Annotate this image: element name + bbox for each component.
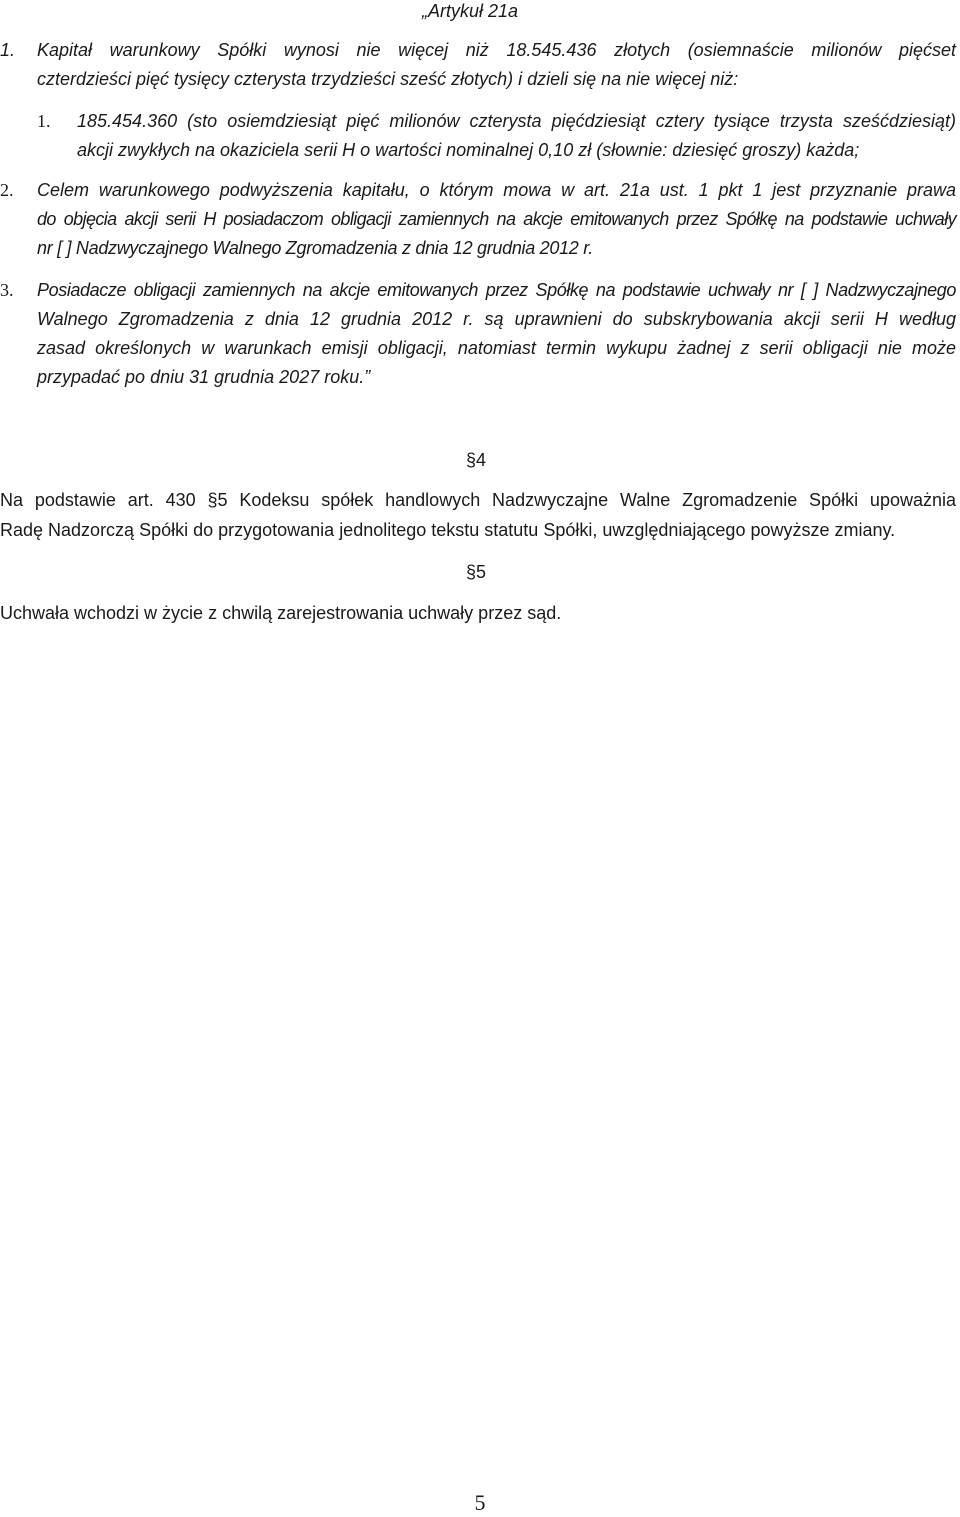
paragraph-1-line-2: czterdzieści pięć tysięcy czterysta trzydzieści sześć złotych) i dzieli się na nie więcej niż: <box>37 69 739 89</box>
article-heading: „Artykuł 21a <box>422 1 519 21</box>
paragraph-1-number: 1. <box>0 40 16 60</box>
page-number: 5 <box>474 1490 486 1515</box>
paragraph-3-line-3: zasad określonych w warunkach emisji obligacji, natomiast termin wykupu żadnej z serii obligacji nie może <box>37 338 956 358</box>
paragraph-2-line-3: nr [ ] Nadzwyczajnego Walnego Zgromadzenia z dnia 12 grudnia 2012 r. <box>37 238 593 258</box>
section-4-heading: §4 <box>466 450 487 470</box>
paragraph-2-line-1: Celem warunkowego podwyższenia kapitału, o którym mowa w art. 21a ust. 1 pkt 1 jest przyznanie prawa <box>37 180 956 200</box>
paragraph-3-line-2: Walnego Zgromadzenia z dnia 12 grudnia 2012 r. są uprawnieni do subskrybowania akcji serii H według <box>37 309 956 329</box>
section-5-heading: §5 <box>466 562 487 582</box>
section-4-line-2: Radę Nadzorczą Spółki do przygotowania jednolitego tekstu statutu Spółki, uwzględniającego powyższe zmiany. <box>0 520 896 540</box>
paragraph-3-line-4: przypadać po dniu 31 grudnia 2027 roku.” <box>37 367 371 387</box>
section-5-line-1: Uchwała wchodzi w życie z chwilą zarejestrowania uchwały przez sąd. <box>0 603 562 623</box>
sub-item-1-line-2: akcji zwykłych na okaziciela serii H o wartości nominalnej 0,10 zł (słownie: dziesięć groszy) każda; <box>77 140 860 160</box>
paragraph-3-number: 3. <box>0 280 14 300</box>
sub-item-1-number: 1. <box>37 111 51 131</box>
paragraph-2-line-2: do objęcia akcji serii H posiadaczom obligacji zamiennych na akcje emitowanych przez Spółkę na podstawie uchwały <box>37 209 956 229</box>
paragraph-1-line-1: Kapitał warunkowy Spółki wynosi nie więcej niż 18.545.436 złotych (osiemnaście milionów pięćset <box>37 40 956 60</box>
paragraph-2-number: 2. <box>0 180 14 200</box>
section-4-line-1: Na podstawie art. 430 §5 Kodeksu spółek handlowych Nadzwyczajne Walne Zgromadzenie Spółki upoważnia <box>0 490 956 510</box>
paragraph-3-line-1: Posiadacze obligacji zamiennych na akcje emitowanych przez Spółkę na podstawie uchwały nr [ ] Nadzwyczajnego <box>37 280 956 300</box>
sub-item-1-line-1: 185.454.360 (sto osiemdziesiąt pięć milionów czterysta pięćdziesiąt cztery tysiące trzysta sześćdziesiąt) <box>77 111 956 131</box>
